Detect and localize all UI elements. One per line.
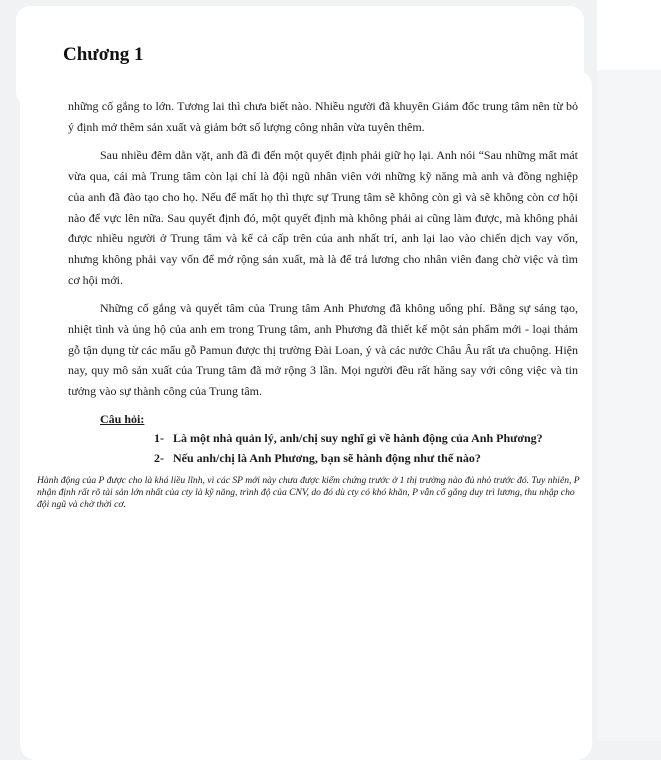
right-panel-top-block (597, 0, 661, 70)
questions-list (68, 428, 578, 468)
question-number: 1- (154, 430, 164, 445)
paragraph-2: Sau nhiều đêm dằn vặt, anh đã đi đến một quyết định phải giữ họ lại. Anh nói “Sau những mất mát vừa qua, cái mà Trung tâm còn lại chỉ là đội ngũ nhân viên với những kỹ năng mà anh và đồng nghiệp của anh đã đào tạo cho họ. Nếu để mất họ thì thực sự Trung tâm sẽ không còn gì và sẽ không còn cơ hội nào để vực lên nữa. Sau quyết định đó, một quyết định mà không phải ai cũng làm được, mà không phải được nhiều người ở Trung tâm và kể cả cấp trên của anh nhất trí, anh lại lao vào chiến dịch vay vốn, nhưng không phải vay vốn để mở rộng sản xuất, mà là để trả lương cho nhân viên đang chờ việc và tìm cơ hội mới. (68, 148, 578, 287)
questions-heading: Câu hỏi: (100, 411, 145, 426)
paragraph-1: những cố gắng to lớn. Tương lai thì chưa biết nào. Nhiều người đã khuyên Giám đốc trung tâm nên từ bỏ ý định mở thêm sản xuất và giảm bớt số lượng công nhân vừa tuyên thêm. (68, 99, 578, 134)
document-content (68, 96, 578, 468)
right-panel-background (597, 0, 661, 741)
question-item-1 (154, 428, 578, 448)
question-item-2 (154, 448, 578, 468)
paragraph-3: Những cố gắng và quyết tâm của Trung tâm Anh Phương đã không uổng phí. Bằng sự sáng tạo, nhiệt tình và ủng hộ của anh em trong Trung tâm, anh Phương đã thiết kế một sản phẩm mới - loại thảm gỗ tận dụng từ các mẩu gỗ Pamun được thị trường Đài Loan, ý và các nước Châu Âu rất ưa chuộng. Hiện nay, quy mô sản xuất của Trung tâm đã mở rộng 3 lần. Mọi người đều rất hăng say với công việc và tin tưởng vào sự thành công của Trung tâm. (68, 301, 578, 399)
question-number: 2- (154, 450, 164, 465)
document-page (20, 70, 592, 760)
question-text: Là một nhà quản lý, anh/chị suy nghĩ gì về hành động của Anh Phương? (173, 430, 543, 445)
answer-note: Hành động của P được cho là khá liều lĩnh, vì các SP mới này chưa được kiểm chứng trước ở 1 thị trường nào đủ nhỏ trước đó. Tuy nhiên, P nhận định rất rõ tài sản lớn nhất của cty là kỹ năng, trình độ của CNV, do đó dù cty có khó khăn, P vẫn cố gắng duy trì lương, thu nhập cho đội ngũ và chờ thời cơ. (37, 475, 580, 510)
question-text: Nếu anh/chị là Anh Phương, bạn sẽ hành động như thế nào? (173, 450, 481, 465)
chapter-title: Chương 1 (63, 44, 144, 65)
